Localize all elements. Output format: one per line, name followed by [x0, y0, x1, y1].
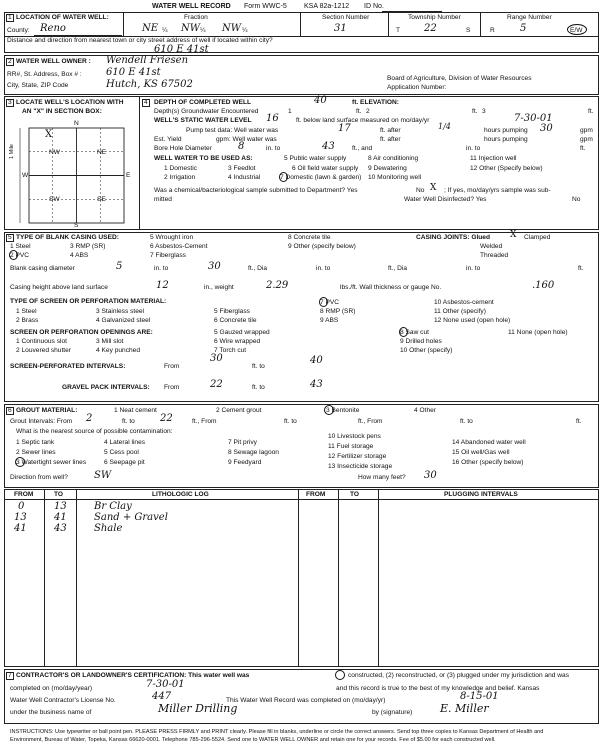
casing-title: TYPE OF BLANK CASING USED: — [16, 234, 119, 241]
signature-value[interactable]: E. Miller — [440, 702, 489, 715]
constructed-circle — [335, 670, 345, 680]
section-number-value[interactable]: 31 — [334, 23, 347, 34]
table-row-0-from[interactable]: 0 — [18, 501, 25, 512]
board-text: Board of Agriculture, Division of Water Resources — [387, 75, 532, 82]
pump-water-value[interactable]: 17 — [338, 123, 351, 134]
col-to-2: TO — [350, 491, 360, 498]
county-label: County: — [7, 27, 30, 34]
completed-label: completed on (mo/day/year) — [10, 685, 93, 692]
screen-pvc-circle — [319, 297, 328, 307]
contamination-label: What is the nearest source of possible contamination: — [16, 428, 173, 435]
how-many-feet-label: How many feet? — [358, 474, 406, 481]
table-row-1-to[interactable]: 41 — [54, 512, 67, 523]
table-row-0-desc[interactable]: Br Clay — [94, 501, 132, 512]
grout-from-value[interactable]: 2 — [86, 413, 93, 424]
col-from: FROM — [14, 491, 34, 498]
bentonite-circle — [324, 405, 334, 415]
water-well-record-form: WATER WELL RECORD Form WWC-5 KSA 82a-1212 ID No. 1 LOCATION OF WATER WELL: County: Reno Fraction NE ¼ NW ¼ NW ¼ Section Number 31 Township Number T 22 S Range Number R 5 E/W Distance and direction from nearest town or city street address of well if located within city? 610 E 41st 2 WATER WELL OWNER : Wendell Friesen RR#, St. Address, Box # : 610 E 41st City, State, ZIP Code Hutch, KS 67502 Board of Agriculture, Division of Water Resources Application Number: 3 LOCATE WELL'S LOCATION WITH AN "X" IN SECTION BOX: N S E W 1 Mile NW NE SW SE X 4 DEPTH OF COMPLETED WELL 40 ft. ELEVATION: Depth(s) Groundwater Encountered 1 ft. 2 ft. 3 ft. WELL'S STATIC WATER LEVEL 16 ft. below land surface measured on mo/day/yr 7-30-01 Pump test data: Well water was 17 ft. after 1/4 hours pumping 30 gpm Est. Yield gpm: Well water was ft. after hours pumping gpm Bore Hole Diameter 8 in. to 43 ft., and in. to ft. WELL WATER TO BE USED AS: 1 Domestic 3 Feedlot 5 Public water supply 8 Air conditioning 11 Injection well 2 Irrigation 4 Industrial 7 Domestic (lawn & garden) 6 Oil field water supply 9 Dewatering 12 Other (Specify below) 10 Monitoring well Was a chemical/bacteriological sample submitted to Department? Yes No X ; If yes, mo/day/yrs sample was sub- mitted Water Well Disinfected? Yes No 5 TYPE OF BLANK CASING USED: 1 Steel 2 PVC 3 RMP (SR) 4 ABS 5 Wrought iron 6 Asbestos-Cement 7 Fiberglass 8 Concrete tile 9 Other (specify below) CASING JOINTS: Glued X Clamped Welded Threaded Blank casing diameter 5 in. to 30 ft., Dia in. to ft., Dia in. to ft. Casing height above land surface 12 in., weight 2.29 lbs./ft. Wall thickness or gauge No. .160 TYPE OF SCREEN OR PERFORATION MATERIAL: 1 Steel 3 Stainless steel 5 Fiberglass 7 PVC 10 Asbestos-cement 2 Brass 4 Galvanized steel 6 Concrete tile 8 RMP (SR) 11 Other (specify) 9 ABS 12 None used (open hole) SCREEN OR PERFORATION OPENINGS ARE: 5 Gauzed wrapped 8 Saw cut 11 None (open hole) 1 Continuous slot 3 Mill slot 6 Wire wrapped 9 Drilled holes 2 Louvered shutter 4 Key punched 7 Torch cut 10 Other (specify) SCREEN-PERFORATED INTERVALS: From 30 ft. to 40 GRAVEL PACK INTERVALS: From 22 ft. to 43 6 GROUT MATERIAL: 1 Neat cement 2 Cement grout 3 Bentonite 4 Other Grout Intervals: From 2 ft. to 22 ft., From ft. to ft., From ft. to ft. What is the nearest source of possible contamination: 1 Septic tank 4 Lateral lines 7 Pit privy 10 Livestock pens 14 Abandoned water well 2 Sewer lines 5 Cess pool 8 Sewage lagoon 11 Fuel storage 15 Oil well/Gas well 3 Watertight sewer lines 6 Seepage pit 9 Feedyard 12 Fertilizer storage 16 Other (specify below) 13 Insecticide storage Direction from well? SW How many feet? 30 FROM TO LITHOLOGIC LOG FROM TO PLUGGING INTERVALS 0 13 Br Clay 13 41 Sand + Gravel 41 43 Shale 7 CONTRACTOR'S OR LANDOWNER'S CERTIFICATION: This water well was constructed, (2) reconstructed, or (3) plugged under my jurisdiction and was completed on (mo/day/year) 7-30-01 and this record is true to the best of my knowledge and belief. Kansas Water Well Contractor's License No. 447 This Water Well Record was completed on (mo/day/yr) 8-15-01 under the business name of Miller Drilling by (signature) E. Miller INSTRUCTIONS: Use typewriter or ball point pen. PLEASE PRESS FIRMLY and PRINT clearly. Please fill in blanks, underline or circle the correct answers. Send top three copies to Kansas Department of Health and Environment, Bureau of Water, Topeka, Kansas 66620-0001. Telephone 785-296-5524. Send one to WATER WELL OWNER and retain one for your records. Fee of $5.00 for each constructed well. — [4, 3, 599, 748]
city-label: City, State, ZIP Code — [7, 82, 69, 89]
locate-title-2: AN "X" IN SECTION BOX: — [22, 108, 102, 115]
owner-title: WATER WELL OWNER : — [16, 58, 91, 65]
north-label: N — [74, 120, 79, 127]
casing-weight-value[interactable]: 2.29 — [266, 280, 289, 291]
section-number-label: Section Number — [322, 14, 370, 21]
sw-label: SW — [49, 196, 60, 203]
location-x-mark: X — [45, 129, 53, 140]
pump-after-value[interactable]: 1/4 — [438, 122, 451, 131]
ne-label: NE — [97, 149, 107, 156]
instructions-line-2: Environment, Bureau of Water, Topeka, Kansas 66620-0001. Telephone 785-296-5524. Send one to WATER WELL OWNER and retain one for your records. Fee of $5.00 for each constructed well. — [10, 737, 496, 743]
col-to: TO — [54, 491, 64, 498]
static-level-value[interactable]: 16 — [266, 113, 279, 124]
se-label: SE — [97, 196, 106, 203]
fraction-label: Fraction — [184, 14, 208, 21]
use-label: WELL WATER TO BE USED AS: — [154, 155, 253, 162]
address-value[interactable]: 610 E 41st — [106, 67, 161, 78]
record-date-value[interactable]: 8-15-01 — [460, 691, 499, 702]
grout-title: GROUT MATERIAL: — [16, 407, 78, 414]
disinfected-label: Water Well Disinfected? Yes — [404, 196, 487, 203]
bore-diameter-value[interactable]: 8 — [238, 141, 245, 152]
nw-label: NW — [49, 149, 60, 156]
range-label: Range Number — [507, 14, 552, 21]
locate-title: LOCATE WELL'S LOCATION WITH — [16, 99, 124, 106]
county-value[interactable]: Reno — [40, 23, 66, 34]
static-date-value[interactable]: 7-30-01 — [514, 113, 553, 124]
table-row-2-to[interactable]: 43 — [54, 523, 67, 534]
application-number-label: Application Number: — [387, 84, 447, 91]
table-row-1-desc[interactable]: Sand + Gravel — [94, 512, 168, 523]
section-box-diagram[interactable] — [9, 119, 136, 229]
owner-value[interactable]: Wendell Friesen — [106, 55, 189, 66]
est-yield-label: Est. Yield — [154, 136, 182, 143]
ew-circle — [567, 24, 587, 35]
table-row-2-from[interactable]: 41 — [14, 523, 27, 534]
screen-title: TYPE OF SCREEN OR PERFORATION MATERIAL: — [10, 298, 167, 305]
cert-label: CONTRACTOR'S OR LANDOWNER'S CERTIFICATION: This water well was — [16, 672, 250, 679]
city-value[interactable]: Hutch, KS 67502 — [106, 79, 193, 90]
grout-to-value[interactable]: 22 — [160, 413, 173, 424]
depth-label: DEPTH OF COMPLETED WELL — [154, 99, 252, 106]
quarter-1[interactable]: NE — [142, 23, 159, 34]
business-name-value[interactable]: Miller Drilling — [158, 702, 238, 715]
openings-title: SCREEN OR PERFORATION OPENINGS ARE: — [10, 329, 153, 336]
gravel-to-value[interactable]: 43 — [310, 379, 323, 390]
west-label: W — [22, 172, 29, 179]
bore-label: Bore Hole Diameter — [154, 145, 212, 152]
form-title: WATER WELL RECORD — [152, 3, 231, 10]
ew-option[interactable]: E/W — [570, 27, 583, 34]
glued-x[interactable]: X — [510, 230, 517, 240]
grout-intervals-label: Grout Intervals: From — [10, 418, 73, 425]
license-label: Water Well Contractor's License No. — [10, 697, 116, 704]
direction-value[interactable]: SW — [94, 470, 112, 481]
gauge-value[interactable]: .160 — [532, 280, 555, 291]
screen-to-value[interactable]: 40 — [310, 355, 323, 366]
screen-from-value[interactable]: 30 — [210, 353, 223, 364]
joints-label: CASING JOINTS: Glued — [416, 234, 491, 241]
gravel-intervals-label: GRAVEL PACK INTERVALS: — [62, 384, 150, 391]
instructions-line-1: INSTRUCTIONS: Use typewriter or ball point pen. PLEASE PRESS FIRMLY and PRINT clearly. Please fill in blanks, underline or circle the correct answers. Send top three copies to Kansas Department of Health and — [10, 729, 544, 735]
gravel-from-value[interactable]: 22 — [210, 379, 223, 390]
license-value[interactable]: 447 — [152, 691, 172, 702]
business-name-label: under the business name of — [10, 709, 92, 716]
quarter-3[interactable]: NW — [222, 23, 242, 34]
casing-pvc-circle — [9, 250, 18, 260]
table-row-2-desc[interactable]: Shale — [94, 523, 123, 534]
range-value[interactable]: 5 — [520, 23, 527, 34]
township-label: Township Number — [408, 14, 461, 21]
depth-value[interactable]: 40 — [314, 95, 327, 106]
col-lithologic-log: LITHOLOGIC LOG — [152, 491, 209, 498]
table-row-0-to[interactable]: 13 — [54, 501, 67, 512]
watertight-circle — [15, 457, 25, 467]
mile-label: 1 Mile — [9, 144, 15, 159]
casing-height-value[interactable]: 12 — [156, 280, 169, 291]
static-level-label: WELL'S STATIC WATER LEVEL — [154, 117, 252, 124]
table-row-1-from[interactable]: 13 — [14, 512, 27, 523]
pump-gpm-value[interactable]: 30 — [540, 123, 553, 134]
screen-intervals-label: SCREEN-PERFORATED INTERVALS: — [10, 363, 126, 370]
how-many-feet-value[interactable]: 30 — [424, 470, 437, 481]
section-grid — [14, 119, 136, 229]
pump-test-label: Pump test data: Well water was — [186, 127, 279, 134]
casing-to-value[interactable]: 30 — [208, 261, 221, 272]
id-label: ID No. — [364, 3, 384, 10]
address-label: RR#, St. Address, Box # : — [7, 71, 82, 78]
south-label: S — [74, 222, 79, 229]
distance-value[interactable]: 610 E 41st — [154, 44, 209, 55]
completed-date-value[interactable]: 7-30-01 — [146, 679, 185, 690]
direction-label: Direction from well? — [10, 474, 68, 481]
col-from-2: FROM — [306, 491, 326, 498]
form-number: Form WWC-5 — [244, 3, 287, 10]
ksa-ref: KSA 82a-1212 — [304, 3, 350, 10]
east-label: E — [126, 172, 131, 179]
casing-height-label: Casing height above land surface — [10, 284, 108, 291]
signature-label: by (signature) — [372, 709, 413, 716]
distance-label: Distance and direction from nearest town or city street address of well if located within city? — [7, 37, 273, 44]
township-value[interactable]: 22 — [424, 23, 437, 34]
saw-cut-circle — [399, 327, 408, 337]
casing-diameter-value[interactable]: 5 — [116, 261, 123, 272]
location-title: LOCATION OF WATER WELL: — [16, 14, 109, 21]
casing-diameter-label: Blank casing diameter — [10, 265, 75, 272]
quarter-2[interactable]: NW — [181, 23, 201, 34]
use-7-circle — [279, 172, 288, 182]
chem-sample-label: Was a chemical/bacteriological sample submitted to Department? Yes — [154, 187, 358, 194]
chem-no-x[interactable]: X — [430, 183, 437, 193]
col-plugging-intervals: PLUGGING INTERVALS — [444, 491, 518, 498]
bore-depth-value[interactable]: 43 — [322, 141, 335, 152]
groundwater-label: Depth(s) Groundwater Encountered — [154, 108, 259, 115]
